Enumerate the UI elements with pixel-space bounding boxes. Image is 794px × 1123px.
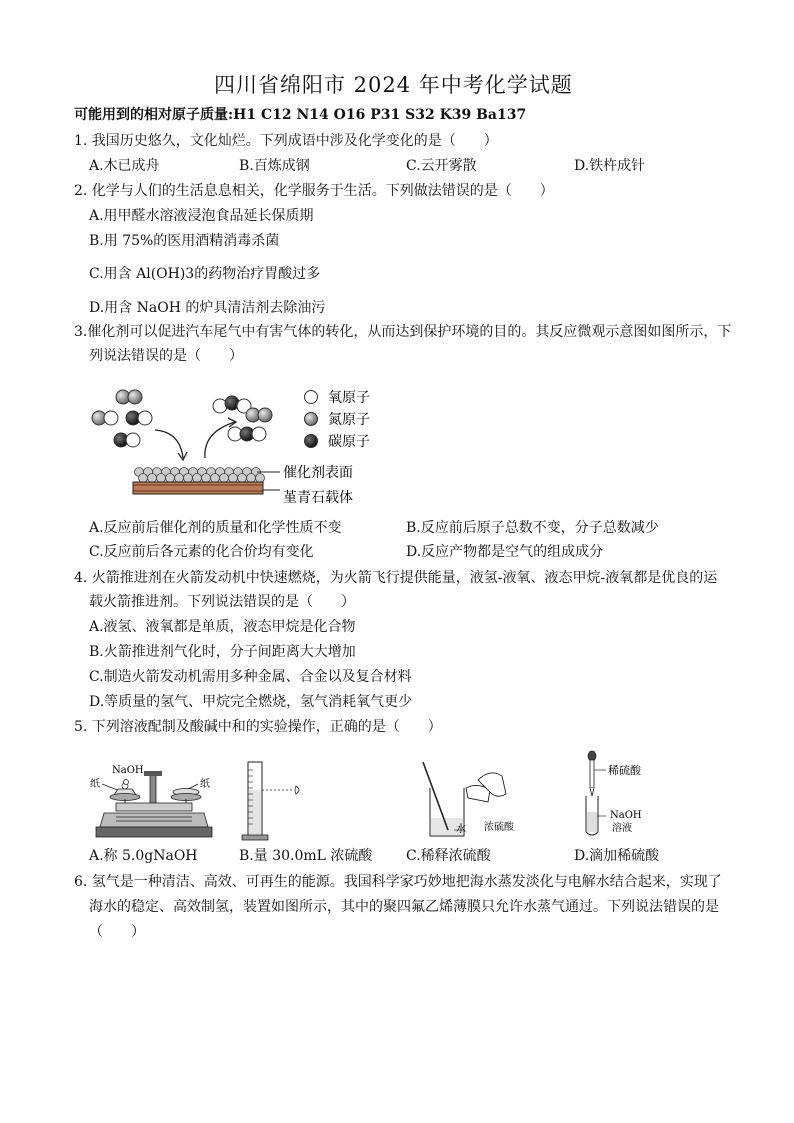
legend-carbon: 碳原子 [328, 434, 370, 450]
q1-option-a[interactable]: A.木已成舟 [89, 158, 160, 174]
q5-option-a[interactable]: A.称 5.0gNaOH [89, 848, 198, 864]
legend-nitrogen: 氮原子 [328, 412, 370, 428]
q6-stem-line3: （ ） [89, 924, 145, 940]
naoh-solution-label-1: NaOH [610, 810, 642, 821]
q2-option-a[interactable]: A.用甲醛水溶液浸泡食品延长保质期 [89, 208, 314, 224]
q3-stem-line2: 列说法错误的是（ ） [89, 348, 243, 364]
q3-option-d[interactable]: D.反应产物都是空气的组成成分 [406, 544, 604, 560]
q4-stem-line2: 载火箭推进剂。下列说法错误的是（ ） [89, 594, 355, 610]
q4-option-c[interactable]: C.制造火箭发动机需用多种金属、合金以及复合材料 [89, 669, 412, 685]
naoh-solution-label-2: 溶液 [612, 823, 632, 834]
legend-oxygen: 氧原子 [328, 390, 370, 406]
q2-option-d[interactable]: D.用含 NaOH 的炉具清洁剂去除油污 [89, 300, 326, 316]
paper-left-label: 纸 [90, 779, 100, 790]
q1-stem: 1. 我国历史悠久，文化灿烂。下列成语中涉及化学变化的是（ ） [74, 133, 498, 149]
q4-option-b[interactable]: B.火箭推进剂气化时，分子间距离大大增加 [89, 644, 356, 660]
q2-option-c[interactable]: C.用含 Al(OH)3的药物治疗胃酸过多 [89, 266, 321, 282]
q4-option-d[interactable]: D.等质量的氢气、甲烷完全燃烧，氢气消耗氧气更少 [89, 694, 413, 710]
balance-figure [86, 755, 216, 843]
q6-stem-line2: 海水的稳定、高效制氢，装置如图所示，其中的聚四氟乙烯薄膜只允许水蒸气通过。下列说法错误的是 [89, 899, 719, 915]
paper-right-label: 纸 [200, 779, 210, 790]
conc-acid-label: 浓硫酸 [484, 822, 514, 833]
q3-option-c[interactable]: C.反应前后各元素的化合价均有变化 [89, 544, 314, 560]
dropper-figure [576, 750, 676, 840]
q5-stem: 5. 下列溶液配制及酸碱中和的实验操作，正确的是（ ） [74, 719, 442, 735]
label-carrier: 堇青石载体 [283, 490, 353, 506]
dilution-figure [418, 760, 538, 842]
q3-option-a[interactable]: A.反应前后催化剂的质量和化学性质不变 [89, 520, 342, 536]
q5-option-c[interactable]: C.稀释浓硫酸 [406, 848, 491, 864]
q1-option-b[interactable]: B.百炼成钢 [239, 158, 310, 174]
q1-option-c[interactable]: C.云开雾散 [406, 158, 477, 174]
label-catalyst-surface: 催化剂表面 [283, 465, 353, 481]
q3-option-b[interactable]: B.反应前后原子总数不变，分子总数减少 [406, 520, 659, 536]
q4-option-a[interactable]: A.液氢、液氧都是单质，液态甲烷是化合物 [89, 619, 356, 635]
q1-option-d[interactable]: D.铁杵成针 [574, 158, 646, 174]
naoh-label: NaOH [112, 765, 144, 776]
q6-stem-line1: 6. 氢气是一种清洁、高效、可再生的能源。我国科学家巧妙地把海水蒸发淡化与电解水结合起来，实现了 [74, 874, 722, 890]
page-title: 四川省绵阳市 2024 年中考化学试题 [214, 73, 573, 97]
water-label: 水 [456, 824, 466, 835]
cylinder-figure [238, 758, 308, 842]
q2-stem: 2. 化学与人们的生活息息相关，化学服务于生活。下列做法错误的是（ ） [74, 183, 554, 199]
q3-stem-line1: 3.催化剂可以促进汽车尾气中有害气体的转化，从而达到保护环境的目的。其反应微观示意图如图所示，下 [74, 324, 732, 340]
q5-option-d[interactable]: D.滴加稀硫酸 [574, 848, 660, 864]
dilute-acid-label: 稀硫酸 [608, 764, 641, 777]
q2-option-b[interactable]: B.用 75%的医用酒精消毒杀菌 [89, 233, 280, 249]
atomic-masses: 可能用到的相对原子质量:H1 C12 N14 O16 P31 S32 K39 Ba137 [74, 107, 527, 123]
q3-catalyst-figure [85, 380, 395, 510]
q4-stem-line1: 4. 火箭推进剂在火箭发动机中快速燃烧，为火箭飞行提供能量，液氢-液氧、液态甲烷-液氧都是优良的运 [74, 570, 718, 586]
q5-option-b[interactable]: B.量 30.0mL 浓硫酸 [239, 848, 373, 864]
